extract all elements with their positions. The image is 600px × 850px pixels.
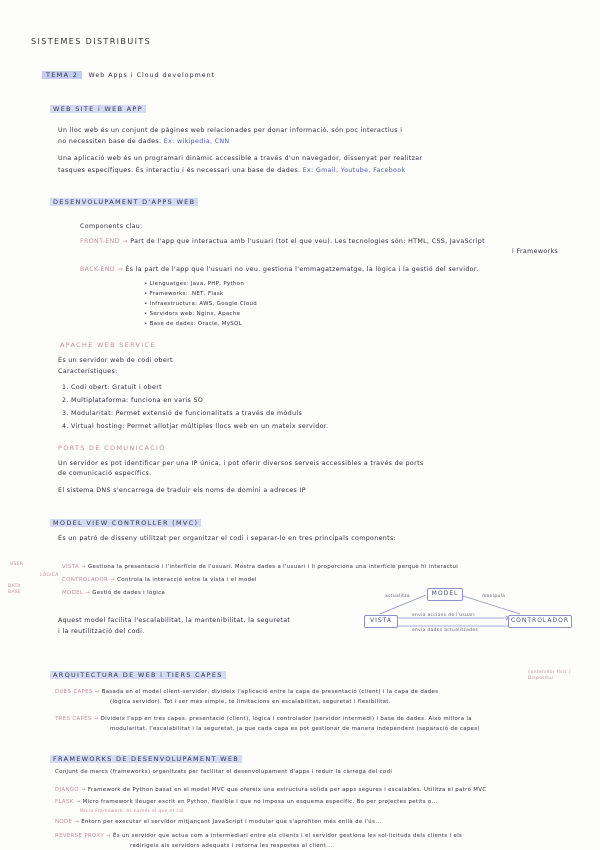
tres-capes-line-1: TRES CAPES → Divideix l'app en tres capes: presentació (client), lògica i controlador (servidor intermedi) i base de dades. Això millora la	[55, 716, 472, 722]
section-header-frameworks: FRAMEWORKS DE DESENVOLUPAMENT WEB	[50, 755, 242, 763]
tres-capes-line-2: modularitat, l'escalabilitat i la seguretat, ja que cada capa es pot gestionar de manera independent (separació de capes)	[110, 726, 480, 732]
apache-item-1: 1. Codi obert: Gratuït i obert	[62, 384, 162, 391]
reverse-proxy-line-2: redirigeix als servidors adequats i retorna les respostes al client...	[130, 843, 333, 849]
diagram-edge-label-manipula: manipula	[482, 594, 506, 599]
section-header-arquitectura: ARQUITECTURA DE WEB i TIERS CAPES	[50, 671, 226, 679]
section-header-apache: APACHE WEB SERVICE	[60, 341, 156, 349]
side-label-logic: LÒGICA	[40, 573, 59, 578]
s1-paragraph-2-line-1: Una aplicació web és un programari dinàmic accessible a través d'un navegador, dissenyat per realitzar	[58, 155, 423, 162]
diagram-node-vista: VISTA	[364, 615, 398, 628]
back-end-line: BACK-END → És la part de l'app que l'usuari no veu. gestiona l'emmagatzematge, la lògica i la gestió del servidor.	[80, 266, 479, 273]
apache-item-3: 3. Modularitat: Permet extensió de funcionalitats a través de mòduls	[62, 410, 303, 417]
mvc-intro: És un patró de disseny utilitzat per organitzar el codi i separar-lo en tres principals components:	[58, 535, 397, 542]
diagram-edge-label-dades: envia dades actualitzades	[412, 628, 479, 633]
front-end-line-2: i Frameworks	[512, 248, 559, 255]
section-header-mvc: MODEL VIEW CONTROLLER (MVC)	[50, 519, 201, 527]
reverse-proxy-line-1: REVERSE PROXY → És un servidor que actua com a intermediari entre els clients i el servidor gestiona les sol·licituds dels clients i els	[55, 833, 463, 839]
be-item-1: • Llenguatges: Java, PHP, Python	[144, 281, 245, 287]
topic-label: TEMA 2	[42, 71, 82, 79]
apache-item-2: 2. Multiplataforma: funciona en varis SO	[62, 397, 204, 404]
be-item-2: • Frameworks: .NET, Flask	[144, 291, 224, 297]
section-header-web-site: WEB SITE i WEB APP	[50, 105, 146, 113]
apache-char-label: Característiques:	[58, 368, 118, 375]
apache-intro: És un servidor web de codi obert	[58, 357, 173, 364]
mvc-vista-line: VISTA → Gestiona la presentació i l'interfície de l'usuari. Mostra dades a l'usuari i li proporciona una interfície perquè hi interactui	[62, 564, 459, 570]
mvc-model-line: MODEL → Gestió de dades i lògica	[62, 590, 166, 596]
be-item-3: • Infraestructura: AWS, Google Cloud	[144, 301, 258, 307]
capes-margin-note: contenidor físic / Dispositiu	[528, 670, 571, 681]
ports-line-1: Un servidor es pot identificar per una IP única, i pot oferir diversos serveis accessibles a través de ports	[58, 460, 424, 467]
apache-item-4: 4. Virtual hosting: Permet allotjar múltiples llocs web en un mateix servidor.	[62, 423, 329, 430]
diagram-edge-label-actualitza: actualitza	[385, 594, 410, 599]
s1-paragraph-1-line-1: Un lloc web és un conjunt de pàgines web relacionades per donar informació. són poc interactius i	[58, 127, 403, 134]
flask-line: FLASK → Micro framework lleuger escrit en Python, flexible i que no imposa un esquema específic. Bo per projectes petits o...	[55, 799, 438, 805]
mvc-benefit-line-2: i la reutilització del codi.	[58, 628, 145, 635]
be-item-4: • Servidors web: Nginx, Apache	[144, 311, 241, 317]
topic-title: Web Apps i Cloud development	[88, 72, 216, 79]
side-label-user: USER	[10, 562, 24, 567]
be-item-5: • Base de dades: Oracle, MySQL	[144, 321, 242, 327]
ports-line-2: de comunicació específics.	[58, 470, 152, 477]
s1-paragraph-2-line-2: tasques específiques. És interactiu i és necessari una base de dades. Ex: Gmail, Youtube, Facebook	[58, 167, 406, 174]
node-line: NODE → Entorn per executar el servidor mitjançant JavaScript i modular que s'aprofiten més enllà de l'ús...	[55, 819, 382, 825]
flask-sub-note: Micro Framework: es només el que et cal	[80, 809, 184, 814]
dues-capes-line-1: DUES CAPES → Basada en el model client-servidor, divideix l'aplicació entre la capa de presentació (client) i la capa de dades	[55, 689, 439, 695]
diagram-node-controlador: CONTROLADOR	[508, 615, 572, 628]
diagram-node-model: MODEL	[427, 588, 463, 601]
django-line: DJANGO → Framework de Python basat en el model MVC que ofereix una estructura sòlida per apps segures i escalables. Utilitza el patró MVC	[55, 787, 487, 793]
diagram-edge-label-accions: envia accions de l'usuari	[412, 613, 475, 618]
components-label: Components clau:	[80, 223, 143, 230]
mvc-benefit-line-1: Aquest model facilita l'escalabilitat, la mantenibilitat, la seguretat	[58, 617, 291, 624]
front-end-line: FRONT-END → Part de l'app que interactua amb l'usuari (tot el que veu). Les tecnologies són: HTML, CSS, JavaScript	[80, 238, 485, 245]
document-title: SISTEMES DISTRIBUITS	[31, 37, 152, 46]
topic-line	[42, 71, 215, 80]
mvc-controlador-line: CONTROLADOR → Controla la interacció entre la vista i el model	[62, 577, 257, 583]
section-header-desenvolupament: DESENVOLUPAMENT D'APPS WEB	[50, 198, 198, 206]
ports-line-3: El sistema DNS s'encarrega de traduir els noms de domini a adreces IP	[58, 487, 306, 494]
frameworks-intro: Conjunt de marcs (frameworks) organitzats per facilitar el desenvolupament d'apps i reduir la càrrega del codi	[55, 769, 393, 775]
section-header-ports: PORTS DE COMUNICACIÓ	[58, 444, 166, 452]
s1-paragraph-1-line-2: no necessiten base de dades. Ex: wikipedia, CNN	[58, 138, 230, 145]
side-label-data: DATA BASE	[8, 584, 21, 595]
dues-capes-line-2: (lògica servidor). Tot i ser més simple, té limitacions en escalabilitat, seguretat i flexibilitat.	[110, 699, 391, 705]
